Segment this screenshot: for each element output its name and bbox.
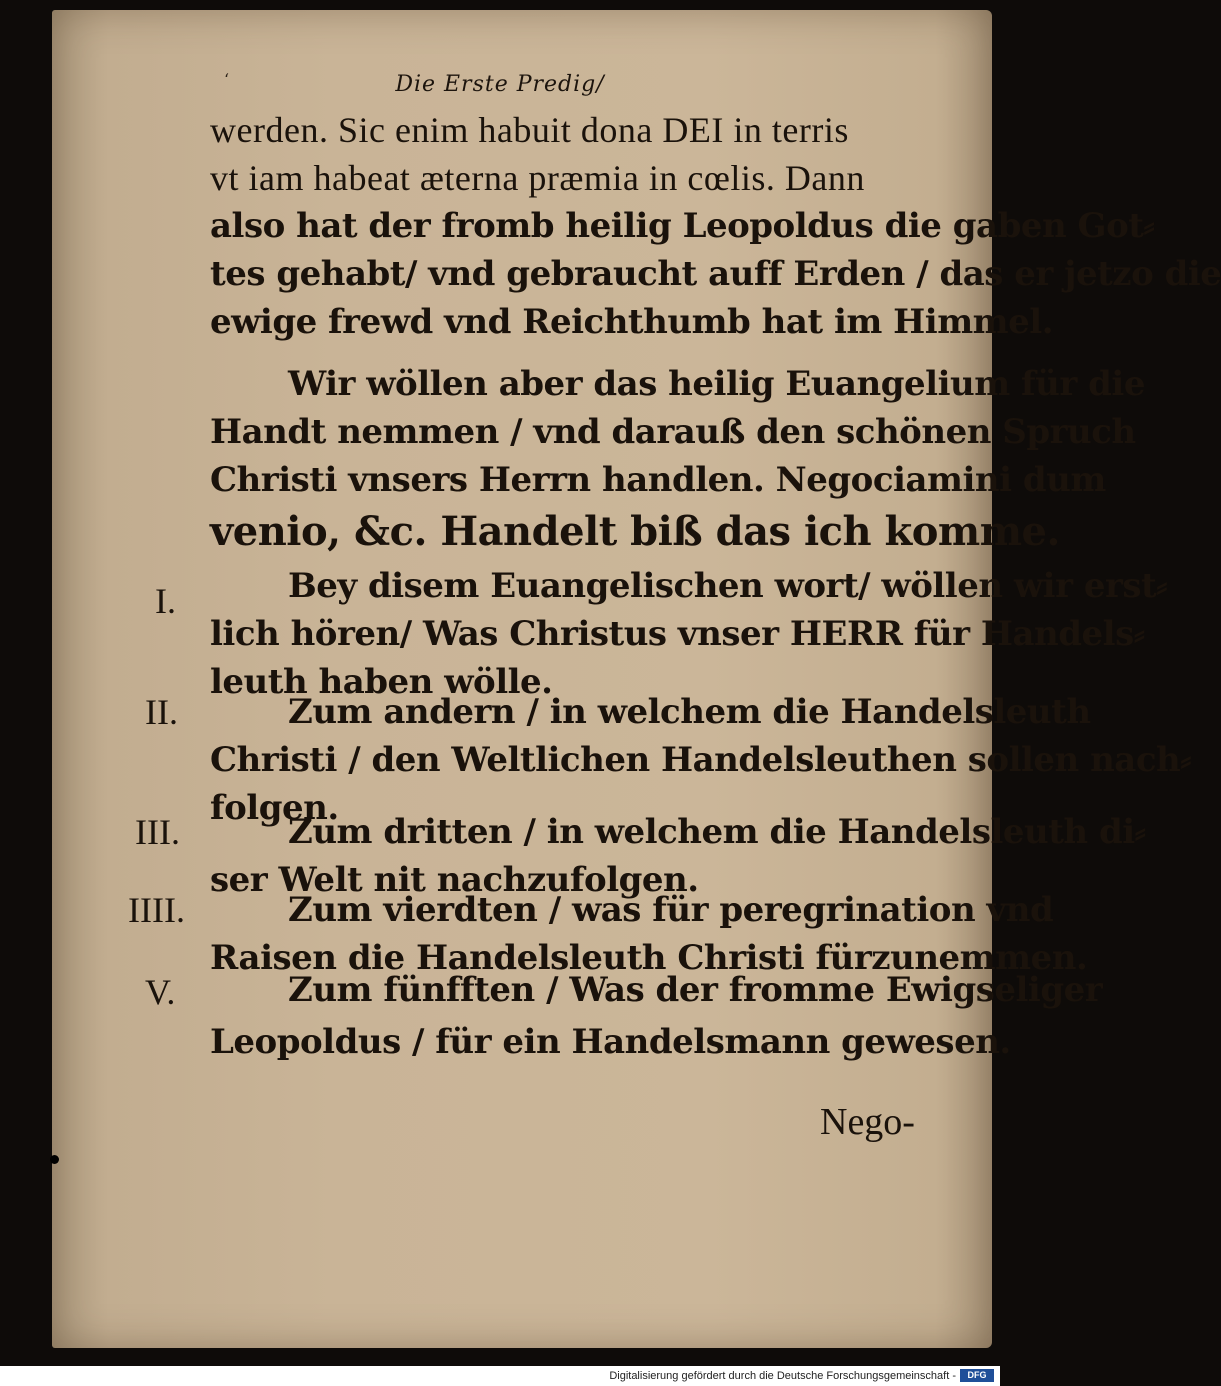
text-line: tes gehabt/ vnd gebraucht auff Erden / das er jetzo die	[210, 254, 1221, 294]
text-line: vt iam habeat æterna præmia in cœlis. Dann	[210, 158, 865, 198]
text-line: ewige frewd vnd Reichthumb hat im Himmel.	[210, 302, 1054, 342]
text-line: Handt nemmen / vnd darauß den schönen Spruch	[210, 412, 1136, 452]
ink-dot	[50, 1155, 59, 1164]
text-line: venio, &c. Handelt biß das ich komme.	[210, 508, 1060, 555]
text-line: Zum fünfften / Was der fromme Ewigseliger	[288, 970, 1103, 1010]
text-line: Bey disem Euangelischen wort/ wöllen wir erst⸗	[288, 566, 1168, 606]
text-line: lich hören/ Was Christus vnser HERR für Handels⸗	[210, 614, 1145, 654]
point-numeral: II.	[145, 692, 178, 732]
paragraph-2	[210, 360, 1145, 560]
text-line: also hat der fromb heilig Leopoldus die gaben Got⸗	[210, 206, 1155, 246]
point-1	[210, 562, 1168, 706]
catchword: Nego-	[820, 1101, 915, 1143]
footer-bar	[0, 1366, 1000, 1386]
text-line: Leopoldus / für ein Handelsmann gewesen.	[210, 1022, 1011, 1062]
text-line: Wir wöllen aber das heilig Euangelium für die	[288, 364, 1145, 404]
text-line: Raisen die Handelsleuth Christi fürzunemmen.	[210, 938, 1088, 978]
point-5	[210, 966, 1103, 1070]
text-line: Zum vierdten / was für peregrination vnd	[288, 890, 1054, 930]
tick-mark: ‘	[224, 70, 230, 89]
running-head: Die Erste Predig/	[395, 72, 605, 97]
text-line: werden. Sic enim habuit dona DEI in terris	[210, 110, 849, 150]
text-line: Christi vnsers Herrn handlen. Negociamini dum	[210, 460, 1106, 500]
funding-credit: Digitalisierung gefördert durch die Deutsche Forschungsgemeinschaft -	[609, 1370, 956, 1382]
text-line: Zum andern / in welchem die Handelsleuth	[288, 692, 1091, 732]
text-line: folgen.	[210, 788, 339, 828]
point-numeral: IIII.	[128, 890, 185, 930]
text-line: Zum dritten / in welchem die Handelsleuth di⸗	[288, 812, 1146, 852]
text-line: ser Welt nit nachzufolgen.	[210, 860, 699, 900]
dfg-logo-icon: DFG	[960, 1369, 994, 1382]
point-numeral: III.	[135, 812, 180, 852]
text-line: Christi / den Weltlichen Handelsleuthen sollen nach⸗	[210, 740, 1192, 780]
point-numeral: I.	[155, 581, 176, 621]
paragraph-1	[210, 106, 1221, 346]
text-line: leuth haben wölle.	[210, 662, 553, 702]
point-numeral: V.	[145, 972, 176, 1012]
